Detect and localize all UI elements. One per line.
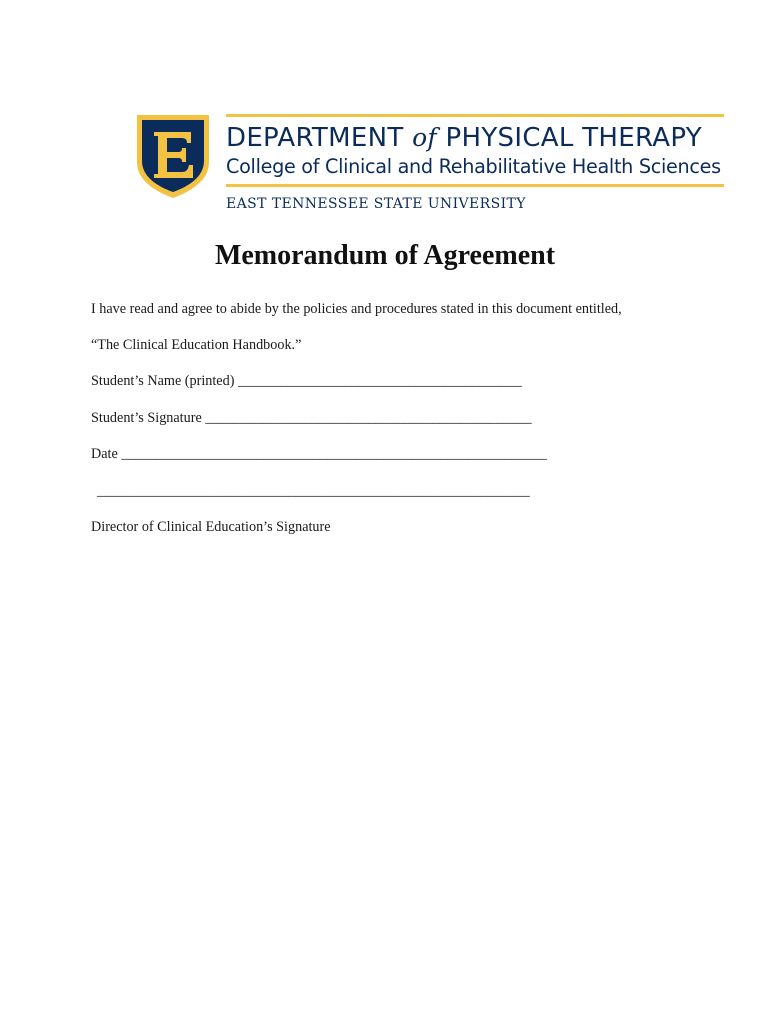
gold-rule-bottom bbox=[226, 184, 724, 187]
gold-rule-top bbox=[226, 114, 724, 117]
department-title-suffix: PHYSICAL THERAPY bbox=[436, 123, 702, 153]
student-name-field[interactable]: Student’s Name (printed) ________________________________________ bbox=[91, 373, 522, 389]
student-signature-field[interactable]: Student’s Signature ______________________________________________ bbox=[91, 410, 532, 426]
document-title: Memorandum of Agreement bbox=[214, 240, 556, 271]
letterhead bbox=[134, 112, 726, 222]
department-heading bbox=[226, 114, 726, 213]
handbook-title: “The Clinical Education Handbook.” bbox=[91, 337, 302, 353]
agreement-statement: I have read and agree to abide by the policies and procedures stated in this document entitled, bbox=[91, 301, 622, 317]
etsu-shield-logo bbox=[134, 112, 212, 200]
department-title-prefix: DEPARTMENT bbox=[226, 123, 413, 153]
university-name: EAST TENNESSEE STATE UNIVERSITY bbox=[226, 196, 526, 212]
college-name: College of Clinical and Rehabilitative Health Sciences bbox=[226, 155, 721, 178]
department-title-of: of bbox=[412, 123, 437, 152]
director-signature-field[interactable]: _____________________________________________________________ bbox=[97, 483, 530, 499]
date-field[interactable]: Date ____________________________________________________________ bbox=[91, 446, 547, 462]
department-title bbox=[226, 123, 726, 153]
director-signature-label: Director of Clinical Education’s Signature bbox=[91, 519, 331, 535]
